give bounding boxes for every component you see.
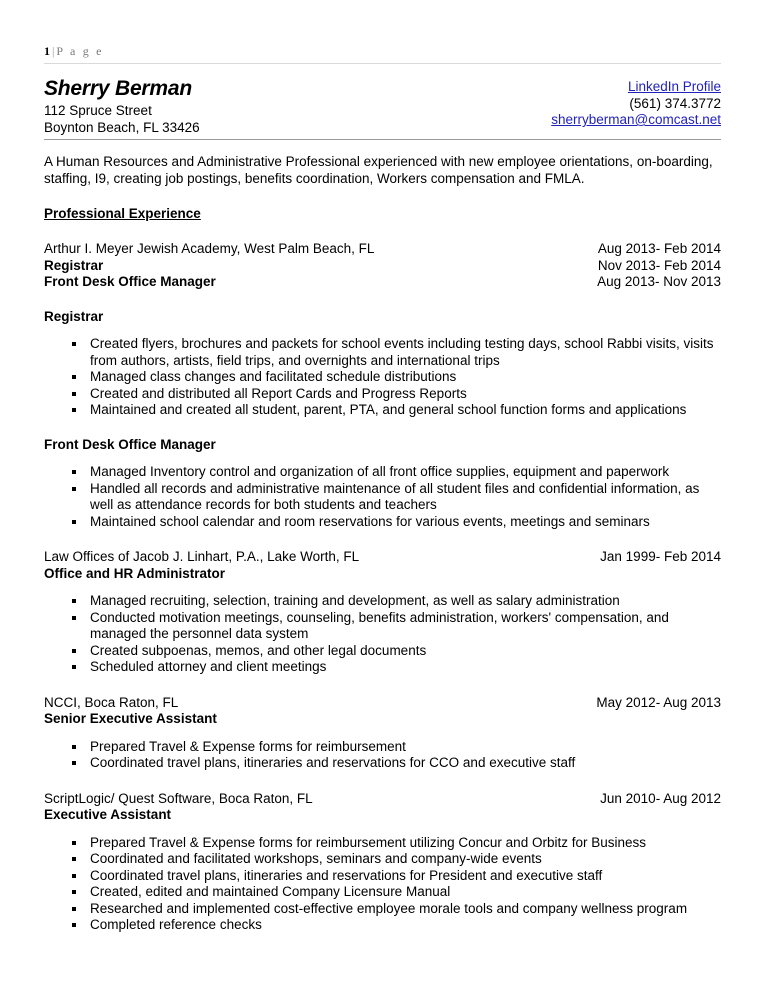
experience-line [44,258,721,275]
experience-line [44,807,721,824]
masthead-divider [44,139,721,140]
phone-number: (561) 374.3772 [629,95,721,111]
employment-dates: Jan 1999- Feb 2014 [600,549,721,564]
responsibility-item [44,386,721,403]
responsibility-text: Managed recruiting, selection, training and development, as well as salary administration [90,593,620,608]
square-bullet-icon [72,375,76,379]
responsibility-item [44,868,721,885]
responsibility-text: Completed reference checks [90,917,262,932]
responsibility-item [44,884,721,901]
square-bullet-icon [72,745,76,749]
job-title-dates: Aug 2013- Nov 2013 [597,274,721,289]
responsibility-text: Prepared Travel & Expense forms for reimbursement [90,738,406,754]
linkedin-profile-link[interactable]: LinkedIn Profile [627,79,721,94]
employment-dates: Aug 2013- Feb 2014 [597,241,721,256]
responsibility-text: Created flyers, brochures and packets for school events including testing days, school Rabbi visits, visits from authors, artists, field trips, and overnights and international trips [90,336,714,368]
employment-dates: May 2012- Aug 2013 [596,694,721,710]
responsibility-item [44,336,721,369]
responsibility-item [44,851,721,868]
responsibility-list [44,464,721,530]
responsibility-item [44,402,721,419]
experience-list [44,241,721,934]
professional-summary: A Human Resources and Administrative Professional experienced with new employee orientations, on-boarding, staffing, I9, creating job postings, benefits coordination, Workers compensation and FMLA. [44,154,713,186]
email-link[interactable]: sherryberman@comcast.net [551,112,721,127]
square-bullet-icon [72,857,76,861]
square-bullet-icon [72,408,76,412]
responsibility-item [44,755,721,772]
responsibility-text: Created and distributed all Report Cards and Progress Reports [90,385,467,401]
responsibility-text: Managed Inventory control and organization of all front office supplies, equipment and paperwork [90,464,670,479]
square-bullet-icon [72,874,76,878]
employment-dates: Jun 2010- Aug 2012 [600,790,721,806]
job-title-dates: Nov 2013- Feb 2014 [597,257,721,273]
square-bullet-icon [72,890,76,894]
employer-name: ScriptLogic/ Quest Software, Boca Raton, FL [44,790,313,806]
job-title: Executive Assistant [44,807,172,822]
address-block [44,103,200,136]
responsibility-text: Managed class changes and facilitated schedule distributions [90,369,457,384]
experience-line [44,274,721,291]
page-header-separator: | [52,44,55,58]
experience-line [44,711,721,728]
square-bullet-icon [72,665,76,669]
responsibility-text: Maintained and created all student, parent, PTA, and general school function forms and applications [90,402,687,417]
responsibility-item [44,835,721,852]
square-bullet-icon [72,487,76,491]
page-number-header [44,44,721,58]
square-bullet-icon [72,520,76,524]
responsibility-item [44,739,721,756]
employer-name: Law Offices of Jacob J. Linhart, P.A., Lake Worth, FL [44,549,360,564]
responsibility-text: Created subpoenas, memos, and other legal documents [90,642,427,658]
responsibility-list [44,835,721,934]
square-bullet-icon [72,599,76,603]
city-state-zip: Boynton Beach, FL 33426 [44,119,200,135]
role-subheading: Front Desk Office Manager [44,436,216,452]
section-heading-professional-experience: Professional Experience [44,206,201,221]
square-bullet-icon [72,761,76,765]
job-title: Registrar [44,257,104,273]
candidate-name: Sherry Berman [44,77,192,100]
square-bullet-icon [72,907,76,911]
job-title: Office and HR Administrator [44,565,226,581]
street-address: 112 Spruce Street [44,103,152,118]
responsibility-list [44,593,721,676]
responsibility-item [44,659,721,676]
responsibility-text: Coordinated and facilitated workshops, seminars and company-wide events [90,851,542,866]
contact-block [551,79,721,129]
square-bullet-icon [72,470,76,474]
header-divider [44,63,721,64]
responsibility-item [44,610,721,643]
responsibility-item [44,464,721,481]
job-title: Front Desk Office Manager [44,274,216,289]
square-bullet-icon [72,923,76,927]
page-header-word: P a g e [56,44,104,58]
experience-entry [44,549,721,676]
page-number: 1 [44,44,50,58]
responsibility-text: Coordinated travel plans, itineraries and reservations for President and executive staff [90,867,603,883]
responsibility-text: Maintained school calendar and room reservations for various events, meetings and seminars [90,513,650,529]
responsibility-item [44,369,721,386]
responsibility-text: Researched and implemented cost-effective employee morale tools and company wellness program [90,900,688,916]
responsibility-text: Coordinated travel plans, itineraries and reservations for CCO and executive staff [90,755,576,770]
responsibility-item [44,593,721,610]
square-bullet-icon [72,841,76,845]
responsibility-text: Created, edited and maintained Company Licensure Manual [90,884,451,899]
responsibility-item [44,901,721,918]
experience-line [44,695,721,712]
responsibility-list [44,739,721,772]
experience-line [44,241,721,258]
employer-name: NCCI, Boca Raton, FL [44,694,179,710]
responsibility-item [44,643,721,660]
role-subheading: Registrar [44,308,104,324]
masthead [44,79,721,137]
square-bullet-icon [72,342,76,346]
employer-name: Arthur I. Meyer Jewish Academy, West Palm Beach, FL [44,241,375,256]
responsibility-text: Handled all records and administrative maintenance of all student files and confidential information, as well as attendance records for both students and teachers [90,480,700,512]
experience-line [44,791,721,808]
responsibility-item [44,917,721,934]
experience-entry [44,791,721,934]
experience-entry [44,695,721,772]
experience-entry [44,241,721,530]
responsibility-text: Conducted motivation meetings, counseling, benefits administration, workers' compensation, and managed the personnel data system [90,609,669,641]
responsibility-item [44,481,721,514]
job-title: Senior Executive Assistant [44,711,217,726]
square-bullet-icon [72,392,76,396]
square-bullet-icon [72,616,76,620]
responsibility-text: Scheduled attorney and client meetings [90,659,327,674]
responsibility-text: Prepared Travel & Expense forms for reimbursement utilizing Concur and Orbitz for Business [90,834,646,850]
experience-line [44,549,721,566]
square-bullet-icon [72,649,76,653]
experience-line [44,566,721,583]
responsibility-list [44,336,721,419]
responsibility-item [44,514,721,531]
